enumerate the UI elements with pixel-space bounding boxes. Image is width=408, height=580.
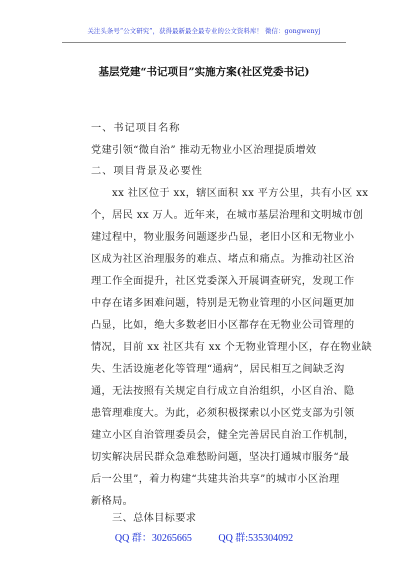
footer-contact [0,529,408,544]
footer-qq-group-2: QQ 群:535304092 [218,533,294,544]
body-line: 个，居民 xx 万人。近年来，在城市基层治理和文明城市创 [91,210,364,221]
header-divider [62,42,346,43]
section-heading-2: 二、项目背景及必要性 [91,166,203,177]
document-title: 基层党建“书记项目”实施方案(社区党委书记) [98,66,310,78]
body-line: 后一公里”，着力构建“共建共治共享”的城市小区治理 [91,474,340,485]
body-line: 区成为社区治理服务的难点、堵点和痛点。为推动社区治 [91,254,355,265]
section-heading-3: 三、总体目标要求 [112,513,197,524]
body-line: 情况，目前 xx 社区共有 xx 个无物业管理小区，存在物业缺 [91,342,373,353]
body-line: 新格局。 [91,496,134,507]
body-line: 凸显，比如，绝大多数老旧小区都存在无物业公司管理的 [91,320,355,331]
body-line: 建立小区自治管理委员会，健全完善居民自治工作机制， [91,430,355,441]
footer-qq-group-1: QQ 群：30265665 [114,533,192,544]
body-line: 建过程中，物业服务问题逐步凸显，老旧小区和无物业小 [91,232,355,243]
body-line: 患管理难度大。为此，必须积极探索以小区党支部为引领 [91,408,355,419]
body-line: xx 社区位于 xx，辖区面积 xx 平方公里，共有小区 xx [112,188,369,199]
header-banner: 关注头条号“公文研究”，获得最新最全最专业的公文资料库！ 微信：gongwenyj [87,27,321,35]
body-line: 失、生活设施老化等管理“通病”，居民相互之间缺乏沟 [91,364,345,375]
section-heading-1: 一、书记项目名称 [91,123,181,134]
body-line: 中存在诸多困难问题，特别是无物业管理的小区问题更加 [91,298,355,309]
body-line: 切实解决居民群众急难愁盼问题，坚决打通城市服务“最 [91,452,350,463]
body-line: 通，无法按照有关规定自行成立自治组织，小区自治、隐 [91,386,355,397]
project-name: 党建引领“微自治” 推动无物业小区治理提质增效 [91,145,317,156]
body-line: 理工作全面提升，社区党委深入开展调查研究，发现工作 [91,276,355,287]
